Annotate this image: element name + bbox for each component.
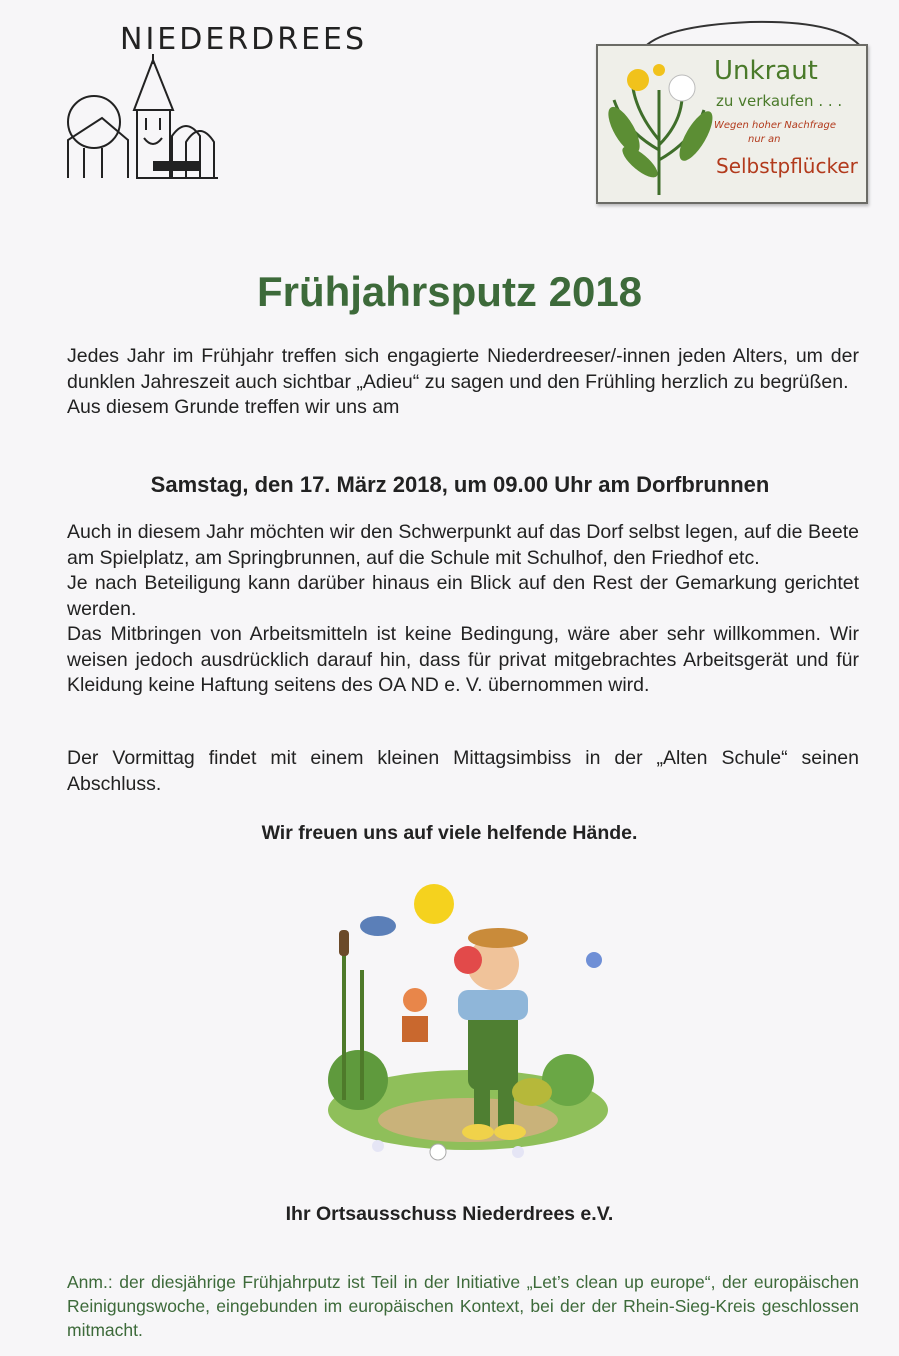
logo-title: NIEDERDREES xyxy=(120,22,368,57)
event-date: Samstag, den 17. März 2018, um 09.00 Uhr am Dorfbrunnen xyxy=(150,472,770,497)
lunch-paragraph xyxy=(67,746,859,797)
sign-line-2: zu verkaufen . . . xyxy=(716,92,843,110)
intro-text: Jedes Jahr im Frühjahr treffen sich engagierte Niederdreeser/-innen jeden Alters, um der dunklen Jahreszeit auch sichtbar „Adieu“ zu sagen und den Frühling herzlich zu begrüßen. xyxy=(67,345,859,393)
sign-line-5: Selbstpflücker xyxy=(716,154,858,178)
sign-line-3: Wegen hoher Nachfrage xyxy=(714,120,836,131)
footnote: Anm.: der diesjährige Frühjahrputz ist Teil in der Initiative „Let’s clean up europe“, der europäischen Reinigungswoche, eingebunden im europäischen Kontext, bei der der Rhein-Sieg-Kreis geschlossen mitmacht. xyxy=(67,1272,859,1340)
weed-sign-image xyxy=(596,44,868,204)
dandelion-icon xyxy=(604,50,714,200)
church-logo-icon xyxy=(62,52,222,182)
body-text-2: Je nach Beteiligung kann darüber hinaus ein Blick auf den Rest der Gemarkung gerichtet werden. xyxy=(67,572,859,620)
lunch-text: Der Vormittag findet mit einem kleinen Mittagsimbiss in der „Alten Schule“ seinen Abschluss. xyxy=(67,747,859,795)
sign-line-1: Unkraut xyxy=(714,56,818,86)
intro-meeting-text: Aus diesem Grunde treffen wir uns am xyxy=(67,396,400,418)
body-paragraph xyxy=(67,520,859,699)
sign-line-4: nur an xyxy=(748,134,781,145)
village-logo xyxy=(62,22,392,192)
closing-line: Wir freuen uns auf viele helfende Hände. xyxy=(261,822,638,844)
page-title: Frühjahrsputz 2018 xyxy=(256,268,643,315)
signature: Ihr Ortsausschuss Niederdrees e.V. xyxy=(285,1203,614,1225)
body-text-1: Auch in diesem Jahr möchten wir den Schwerpunkt auf das Dorf selbst legen, auf die Beete am Spielplatz, am Springbrunnen, auf die Schule mit Schulhof, den Friedhof etc. xyxy=(67,521,859,569)
body-text-3: Das Mitbringen von Arbeitsmitteln ist keine Bedingung, wäre aber sehr willkommen. Wir weisen jedoch ausdrücklich darauf hin, dass für privat mitgebrachtes Arbeitsgerät und für Kleidung keine Haftung seitens des OA ND e. V. übernommen wird. xyxy=(67,623,859,696)
gardener-illustration-icon xyxy=(318,880,618,1180)
intro-paragraph xyxy=(67,344,859,421)
